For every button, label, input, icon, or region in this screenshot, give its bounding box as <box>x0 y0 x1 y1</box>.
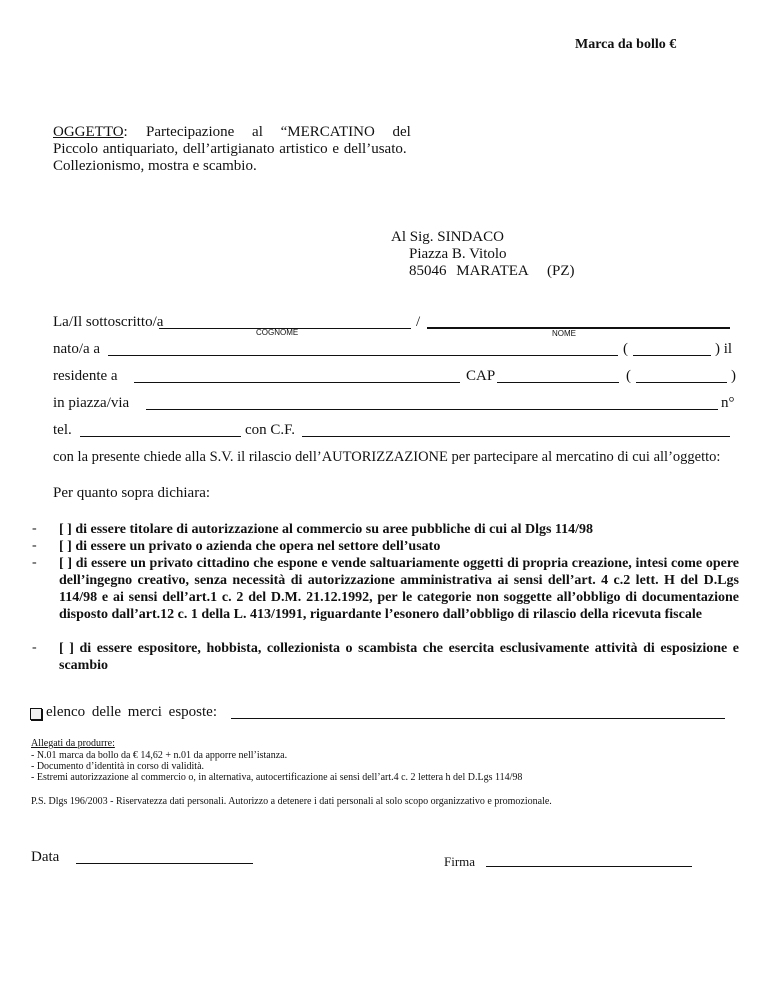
street-label: in piazza/via <box>53 395 130 411</box>
declaration-bullet: - <box>32 521 37 536</box>
addressee-line2: Piazza B. Vitolo <box>409 246 507 262</box>
res-paren-close: ) <box>731 368 736 384</box>
goods-label: elenco delle merci esposte: <box>46 704 218 720</box>
attachment-item: - N.01 marca da bollo da € 14,62 + n.01 da apporre nell’istanza. <box>31 750 288 761</box>
date-label: Data <box>31 849 60 865</box>
signature-field[interactable] <box>486 866 692 867</box>
declaration-bullet: - <box>32 640 37 655</box>
tel-field[interactable] <box>80 436 241 437</box>
declaration-4[interactable]: [ ] di essere espositore, hobbista, collezionista o scambista che esercita esclusivamente attività di esposizione e scambio <box>59 641 739 673</box>
born-paren-open: ( <box>623 341 628 357</box>
residence-province-field[interactable] <box>636 382 727 383</box>
goods-field[interactable] <box>231 718 725 719</box>
date-field[interactable] <box>76 863 253 864</box>
declaration-bullet: - <box>32 555 37 570</box>
slash: / <box>416 314 421 330</box>
subject-line1: OGGETTO: Partecipazione al “MERCATINO del <box>53 124 411 140</box>
name-field[interactable] <box>427 327 730 329</box>
residence-field[interactable] <box>134 382 460 383</box>
declaration-3[interactable]: [ ] di essere un privato cittadino che espone e vende saltuariamente oggetti di propria creazione, intesi come opere dell’ingegno creativo, senza necessità di autorizzazione amministrativa ai sensi dell’art. 4 c.2 lett. H del D.Lgs 114/98 e ai sensi dell’art.1 c. 2 del D.M. 21.12.1992, per le categorie non soggette all’obbligo di documentazione disposto dall’art.12 c. 1 della L. 413/1991, riguardante l’esonero dall’obbligo di rilascio della ricevuta fiscale <box>59 556 739 622</box>
resident-label: residente a <box>53 368 118 384</box>
checkbox-icon[interactable] <box>30 708 42 720</box>
cap-field[interactable] <box>497 382 619 383</box>
subject-label: OGGETTO <box>53 124 124 140</box>
surname-caption: COGNOME <box>256 328 299 337</box>
subject-title: Partecipazione al “MERCATINO del <box>146 124 411 140</box>
name-caption: NOME <box>552 329 576 338</box>
stamp-label: Marca da bollo € <box>575 37 677 52</box>
addressee-line1: Al Sig. SINDACO <box>391 229 504 245</box>
res-paren-open: ( <box>626 368 631 384</box>
subject-line3: Collezionismo, mostra e scambio. <box>53 158 257 174</box>
attachments-title: Allegati da produrre: <box>31 738 115 749</box>
undersigned-label: La/Il sottoscritto/a <box>53 314 164 330</box>
subject-line2: Piccolo antiquariato, dell’artigianato artistico e dell’usato. <box>53 141 407 157</box>
street-field[interactable] <box>146 409 718 410</box>
addressee-line3: 85046 MARATEA <box>409 263 529 279</box>
declare-intro: Per quanto sopra dichiara: <box>53 485 211 501</box>
cap-label: CAP <box>466 368 496 384</box>
number-label: n° <box>721 395 735 411</box>
born-paren-close: ) il <box>715 341 733 357</box>
attachment-item: - Estremi autorizzazione al commercio o, in alternativa, autocertificazione ai sensi dell’art.4 c. 2 lettera h del D.Lgs 114/98 <box>31 772 523 783</box>
attachment-item: - Documento d’identità in corso di validità. <box>31 761 205 772</box>
declaration-2[interactable]: [ ] di essere un privato o azienda che opera nel settore dell’usato <box>59 539 441 554</box>
born-label: nato/a a <box>53 341 101 357</box>
addressee-province: (PZ) <box>547 263 575 279</box>
declaration-bullet: - <box>32 538 37 553</box>
request-text: con la presente chiede alla S.V. il rilascio dell’AUTORIZZAZIONE per partecipare al mercatino di cui all’oggetto: <box>53 449 721 465</box>
cf-field[interactable] <box>302 436 730 437</box>
tel-label: tel. <box>53 422 72 438</box>
declaration-1[interactable]: [ ] di essere titolare di autorizzazione al commercio su aree pubbliche di cui al Dlgs 114/98 <box>59 522 594 537</box>
signature-label: Firma <box>444 854 476 869</box>
birth-province-field[interactable] <box>633 355 711 356</box>
cf-label: con C.F. <box>245 422 296 438</box>
privacy-note: P.S. Dlgs 196/2003 - Riservatezza dati personali. Autorizzo a detenere i dati personali al solo scopo organizzativo e promozionale. <box>31 796 552 807</box>
birthplace-field[interactable] <box>108 355 618 356</box>
